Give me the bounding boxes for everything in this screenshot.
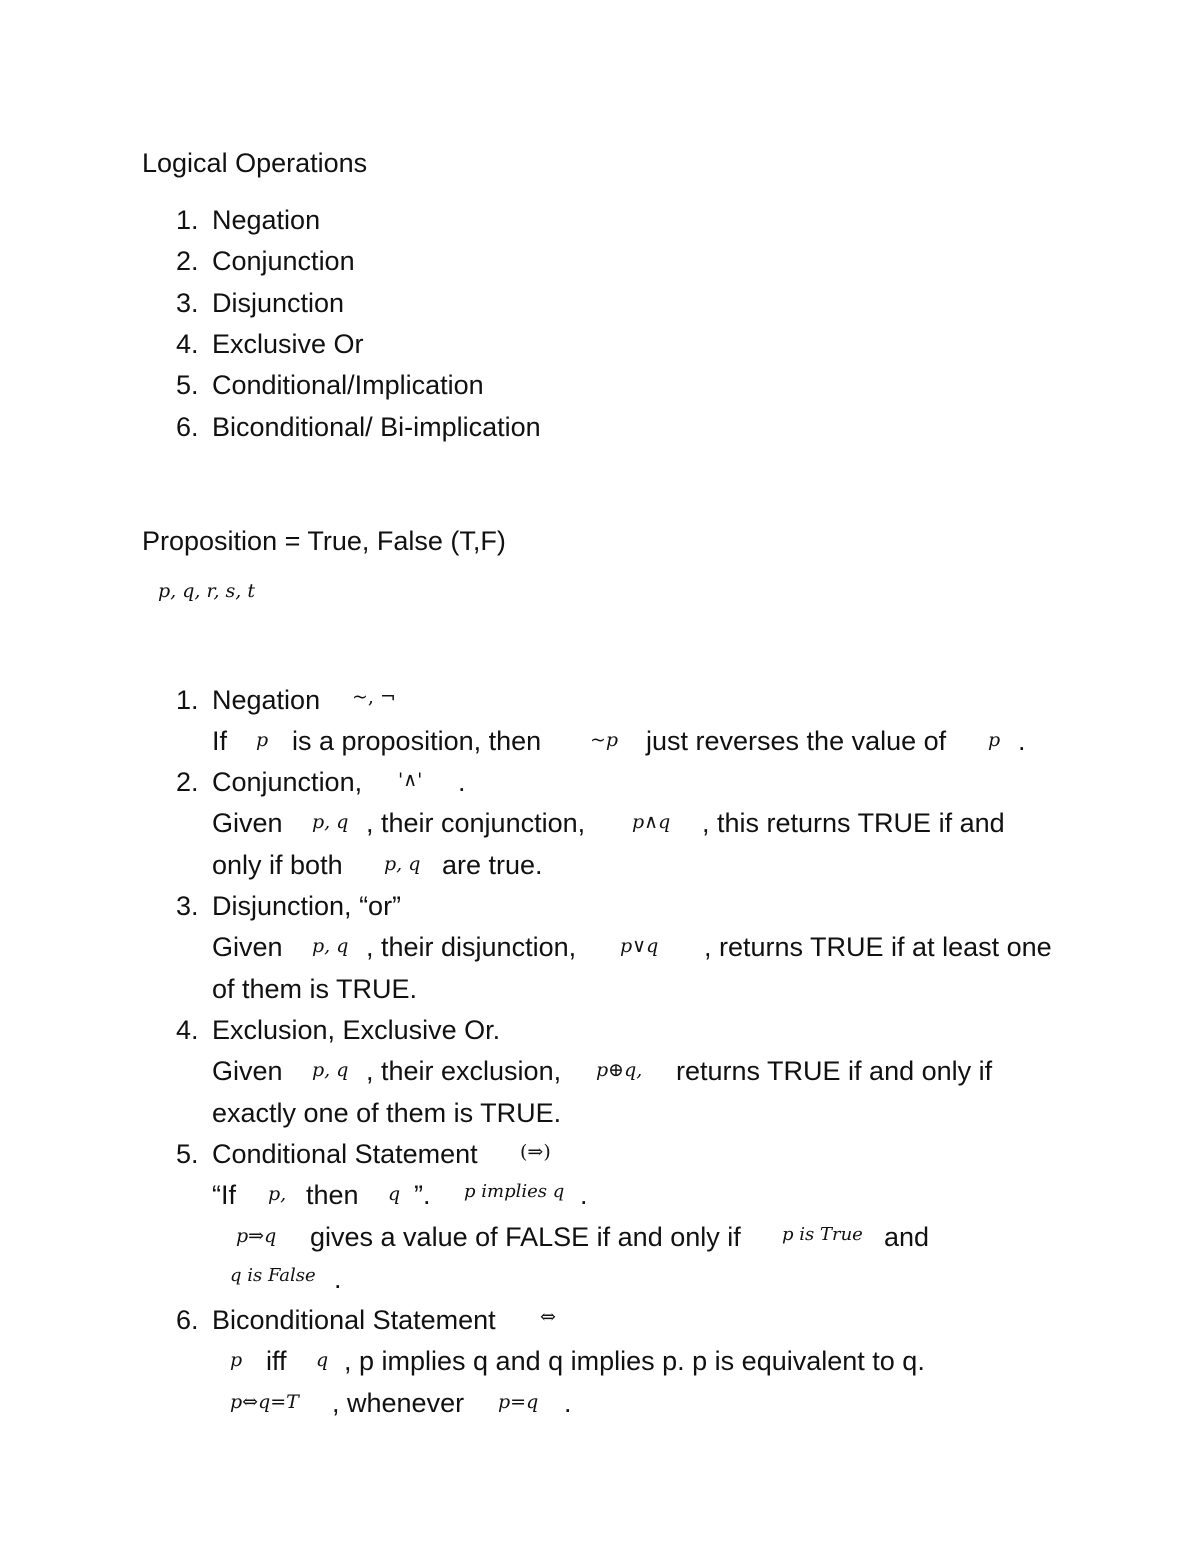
text: of them is TRUE.	[212, 974, 418, 1004]
math-expr: p=q	[498, 1391, 539, 1413]
section-heading: Negation	[212, 685, 321, 715]
list-item: Conditional/Implication	[212, 370, 484, 400]
text: and	[884, 1222, 930, 1252]
list-item: Conjunction	[212, 246, 355, 276]
math-expr: p∨q	[620, 935, 659, 957]
math-expr: q is False	[230, 1265, 316, 1286]
text: just reverses the value of	[646, 726, 947, 756]
text: is a proposition, then	[292, 726, 542, 756]
text: “If	[212, 1180, 236, 1210]
section-heading: Conditional Statement	[212, 1139, 478, 1169]
section-heading: Conjunction,	[212, 767, 363, 797]
math-var: q	[388, 1183, 401, 1205]
section-number: 6.	[176, 1305, 199, 1335]
list-item: Biconditional/ Bi-implication	[212, 412, 541, 442]
text: .	[458, 767, 466, 797]
list-item-number: 4.	[176, 329, 199, 359]
math-expr: ~p	[590, 729, 619, 751]
text: Given	[212, 808, 283, 838]
proposition-line: Proposition = True, False (T,F)	[142, 526, 506, 556]
math-expr: p⊕q,	[596, 1059, 643, 1081]
math-expr: p, q	[312, 1059, 349, 1081]
math-expr: p⇒q	[236, 1225, 277, 1247]
text: ”.	[414, 1180, 431, 1210]
text: returns TRUE if and only if	[676, 1056, 993, 1086]
text: exactly one of them is TRUE.	[212, 1098, 562, 1128]
text: .	[564, 1388, 572, 1418]
list-item-number: 5.	[176, 370, 199, 400]
list-item-number: 3.	[176, 288, 199, 318]
text: only if both	[212, 850, 343, 880]
text: .	[580, 1180, 588, 1210]
math-var: p	[256, 729, 269, 751]
list-item-number: 2.	[176, 246, 199, 276]
text: are true.	[442, 850, 543, 880]
implication-symbol: (⇒)	[520, 1141, 551, 1163]
list-item: Exclusive Or	[212, 329, 364, 359]
text: , this returns TRUE if and	[702, 808, 1005, 838]
text: If	[212, 726, 228, 756]
negation-symbol: ~, ¬	[352, 686, 396, 708]
section-heading: Biconditional Statement	[212, 1305, 496, 1335]
math-expr: p implies q	[464, 1181, 565, 1202]
biconditional-symbol: ⇔	[540, 1306, 556, 1328]
proposition-variables: p, q, r, s, t	[158, 580, 256, 602]
math-expr: p, q	[312, 935, 349, 957]
text: iff	[266, 1346, 287, 1376]
section-number: 2.	[176, 767, 199, 797]
section-number: 1.	[176, 685, 199, 715]
math-var: p	[230, 1349, 243, 1371]
text: Given	[212, 932, 283, 962]
text: , returns TRUE if at least one	[704, 932, 1052, 962]
math-var: q	[316, 1349, 329, 1371]
text: , p implies q and q implies p. p is equivalent to q.	[344, 1346, 925, 1376]
conjunction-symbol: '∧'	[398, 769, 423, 791]
text: , whenever	[332, 1388, 465, 1418]
text: , their disjunction,	[366, 932, 577, 962]
section-number: 4.	[176, 1015, 199, 1045]
text: Given	[212, 1056, 283, 1086]
section-heading: Exclusion, Exclusive Or.	[212, 1015, 501, 1045]
text: then	[306, 1180, 359, 1210]
list-item-number: 1.	[176, 205, 199, 235]
math-var: p,	[268, 1183, 287, 1205]
text: .	[1018, 726, 1026, 756]
section-number: 3.	[176, 891, 199, 921]
list-item: Disjunction	[212, 288, 345, 318]
text: .	[334, 1264, 342, 1294]
page-title: Logical Operations	[142, 148, 368, 178]
text: , their exclusion,	[366, 1056, 562, 1086]
math-var: p	[988, 729, 1001, 751]
section-number: 5.	[176, 1139, 199, 1169]
math-expr: p is True	[782, 1224, 863, 1245]
list-item: Negation	[212, 205, 321, 235]
section-heading: Disjunction, “or”	[212, 891, 402, 921]
text: , their conjunction,	[366, 808, 586, 838]
math-expr: p, q	[312, 811, 349, 833]
math-expr: p∧q	[632, 811, 671, 833]
list-item-number: 6.	[176, 412, 199, 442]
math-expr: p, q	[384, 853, 421, 875]
math-expr: p⇔q=T	[230, 1391, 299, 1413]
text: gives a value of FALSE if and only if	[310, 1222, 741, 1252]
